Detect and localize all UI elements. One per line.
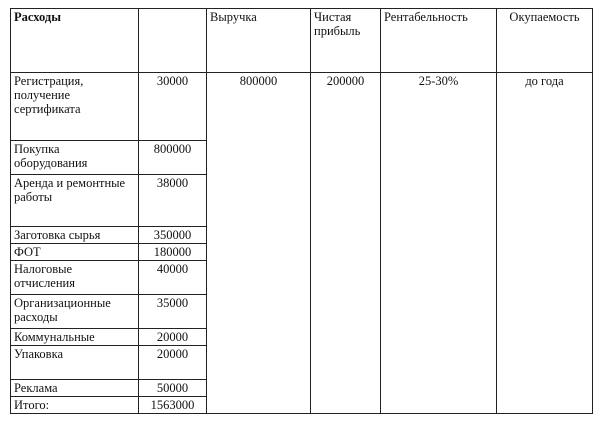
expense-label: Реклама — [11, 380, 139, 397]
expense-value: 38000 — [139, 175, 207, 227]
payback-value: до года — [497, 73, 593, 414]
expense-label: ФОТ — [11, 244, 139, 261]
profitability-header: Рентабельность — [381, 9, 497, 73]
expense-label: Коммунальные — [11, 329, 139, 346]
revenue-value: 800000 — [207, 73, 311, 414]
expense-value: 350000 — [139, 227, 207, 244]
total-label: Итого: — [11, 397, 139, 414]
table-row — [11, 73, 593, 141]
expense-label: Аренда и ремонтные работы — [11, 175, 139, 227]
total-value: 1563000 — [139, 397, 207, 414]
expense-label: Организационные расходы — [11, 295, 139, 329]
expense-value: 35000 — [139, 295, 207, 329]
profitability-value: 25-30% — [381, 73, 497, 414]
expense-value: 50000 — [139, 380, 207, 397]
expense-value: 180000 — [139, 244, 207, 261]
expense-value: 20000 — [139, 329, 207, 346]
expenses-header: Расходы — [11, 9, 139, 73]
expenses-value-header — [139, 9, 207, 73]
net-profit-header: Чистая прибыль — [311, 9, 381, 73]
expense-label: Заготовка сырья — [11, 227, 139, 244]
business-plan-table — [10, 8, 593, 414]
expense-label: Регистрация, получение сертификата — [11, 73, 139, 141]
expense-label: Налоговые отчисления — [11, 261, 139, 295]
expense-value: 20000 — [139, 346, 207, 380]
expense-value: 800000 — [139, 141, 207, 175]
expense-value: 30000 — [139, 73, 207, 141]
expense-label: Покупка оборудования — [11, 141, 139, 175]
revenue-header: Выручка — [207, 9, 311, 73]
header-row — [11, 9, 593, 73]
payback-header: Окупаемость — [497, 9, 593, 73]
net-profit-value: 200000 — [311, 73, 381, 414]
expense-label: Упаковка — [11, 346, 139, 380]
expense-value: 40000 — [139, 261, 207, 295]
